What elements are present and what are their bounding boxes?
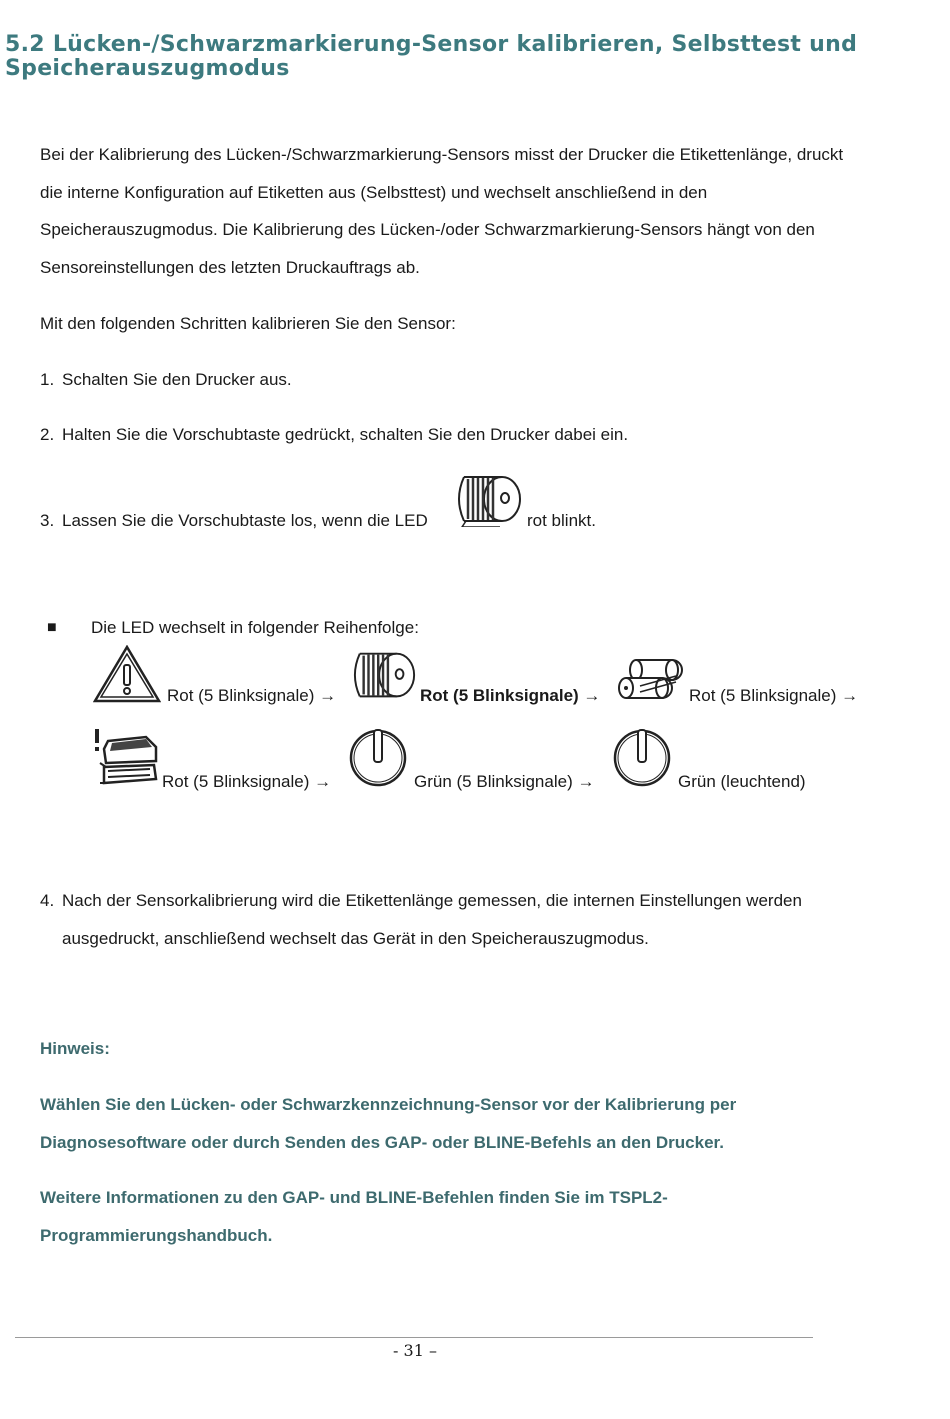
ribbon-icon [616,656,686,702]
warning-triangle-icon [93,645,161,703]
led-step-label: Rot (5 Blinksignale) [689,686,837,705]
led-step-2 [420,686,600,706]
step-text: Lassen Sie die Vorschubtaste los, wenn die LED [62,511,428,530]
step-number: 3. [40,511,55,530]
led-step-1 [167,686,336,706]
led-step-3 [689,686,858,706]
intro-paragraph [40,136,920,286]
step-number: 4. [40,891,55,910]
footer-divider [15,1337,813,1338]
intro-line: Bei der Kalibrierung des Lücken-/Schwarzmarkierung-Sensors misst der Drucker die Etikettenlänge, druckt [40,145,844,164]
step-number: 1. [40,370,55,389]
step-number: 2. [40,425,55,444]
arrow-icon: → [583,686,601,705]
arrow-icon: → [314,772,332,791]
note-paragraph-1 [40,1086,920,1161]
led-step-5 [414,772,594,792]
power-icon [346,724,410,788]
led-step-6 [678,772,806,792]
led-sequence-intro: Die LED wechselt in folgender Reihenfolge: [91,618,419,637]
step-3-suffix: rot blinkt. [527,511,596,530]
intro-line: die interne Konfiguration auf Etiketten aus (Selbsttest) und wechselt anschließend in den [40,182,708,202]
led-step-4 [162,772,331,792]
arrow-icon: → [577,772,595,791]
step-2 [40,424,628,446]
power-icon [610,724,674,788]
led-step-label: Rot (5 Blinksignale) [162,772,310,791]
step-text: Halten Sie die Vorschubtaste gedrückt, schalten Sie den Drucker dabei ein. [62,425,629,444]
page-number: - 31 – [393,1341,437,1360]
led-step-label: Grün (5 Blinksignale) [414,772,573,791]
step-text: Nach der Sensorkalibrierung wird die Etikettenlänge gemessen, die internen Einstellungen werden [62,891,802,910]
note-line: Wählen Sie den Lücken- oder Schwarzkennzeichnung-Sensor vor der Kalibrierung per [40,1095,737,1114]
printer-error-icon [90,727,160,787]
steps-intro: Mit den folgenden Schritten kalibrieren Sie den Sensor: [40,314,456,333]
step-1 [40,369,292,391]
note-paragraph-2 [40,1179,920,1254]
bullet: ■ [47,619,57,636]
step-4-continued: ausgedruckt, anschließend wechselt das Gerät in den Speicherauszugmodus. [62,929,649,948]
note-line: Diagnosesoftware oder durch Senden des GAP- oder BLINE-Befehls an den Drucker. [40,1132,724,1152]
note-line: Programmierungshandbuch. [40,1225,273,1245]
intro-line: Speicherauszugmodus. Die Kalibrierung des Lücken-/oder Schwarzmarkierung-Sensors hängt von den [40,220,815,239]
led-step-label: Grün (leuchtend) [678,772,806,791]
note-title: Hinweis: [40,1039,110,1058]
step-3 [40,510,428,532]
intro-line: Sensoreinstellungen des letzten Druckauftrags ab. [40,257,420,277]
led-step-label: Rot (5 Blinksignale) [167,686,315,705]
page-title: 5.2 Lücken-/Schwarzmarkierung-Sensor kalibrieren, Selbsttest und Speicherauszugmodus [5,32,858,81]
step-text: Schalten Sie den Drucker aus. [62,370,292,389]
step-4 [40,890,802,912]
media-roll-icon [352,648,418,704]
arrow-icon: → [841,686,859,705]
media-roll-icon [456,473,524,527]
arrow-icon: → [319,686,337,705]
note-line: Weitere Informationen zu den GAP- und BLINE-Befehlen finden Sie im TSPL2- [40,1188,668,1207]
led-step-label: Rot (5 Blinksignale) [420,686,579,705]
